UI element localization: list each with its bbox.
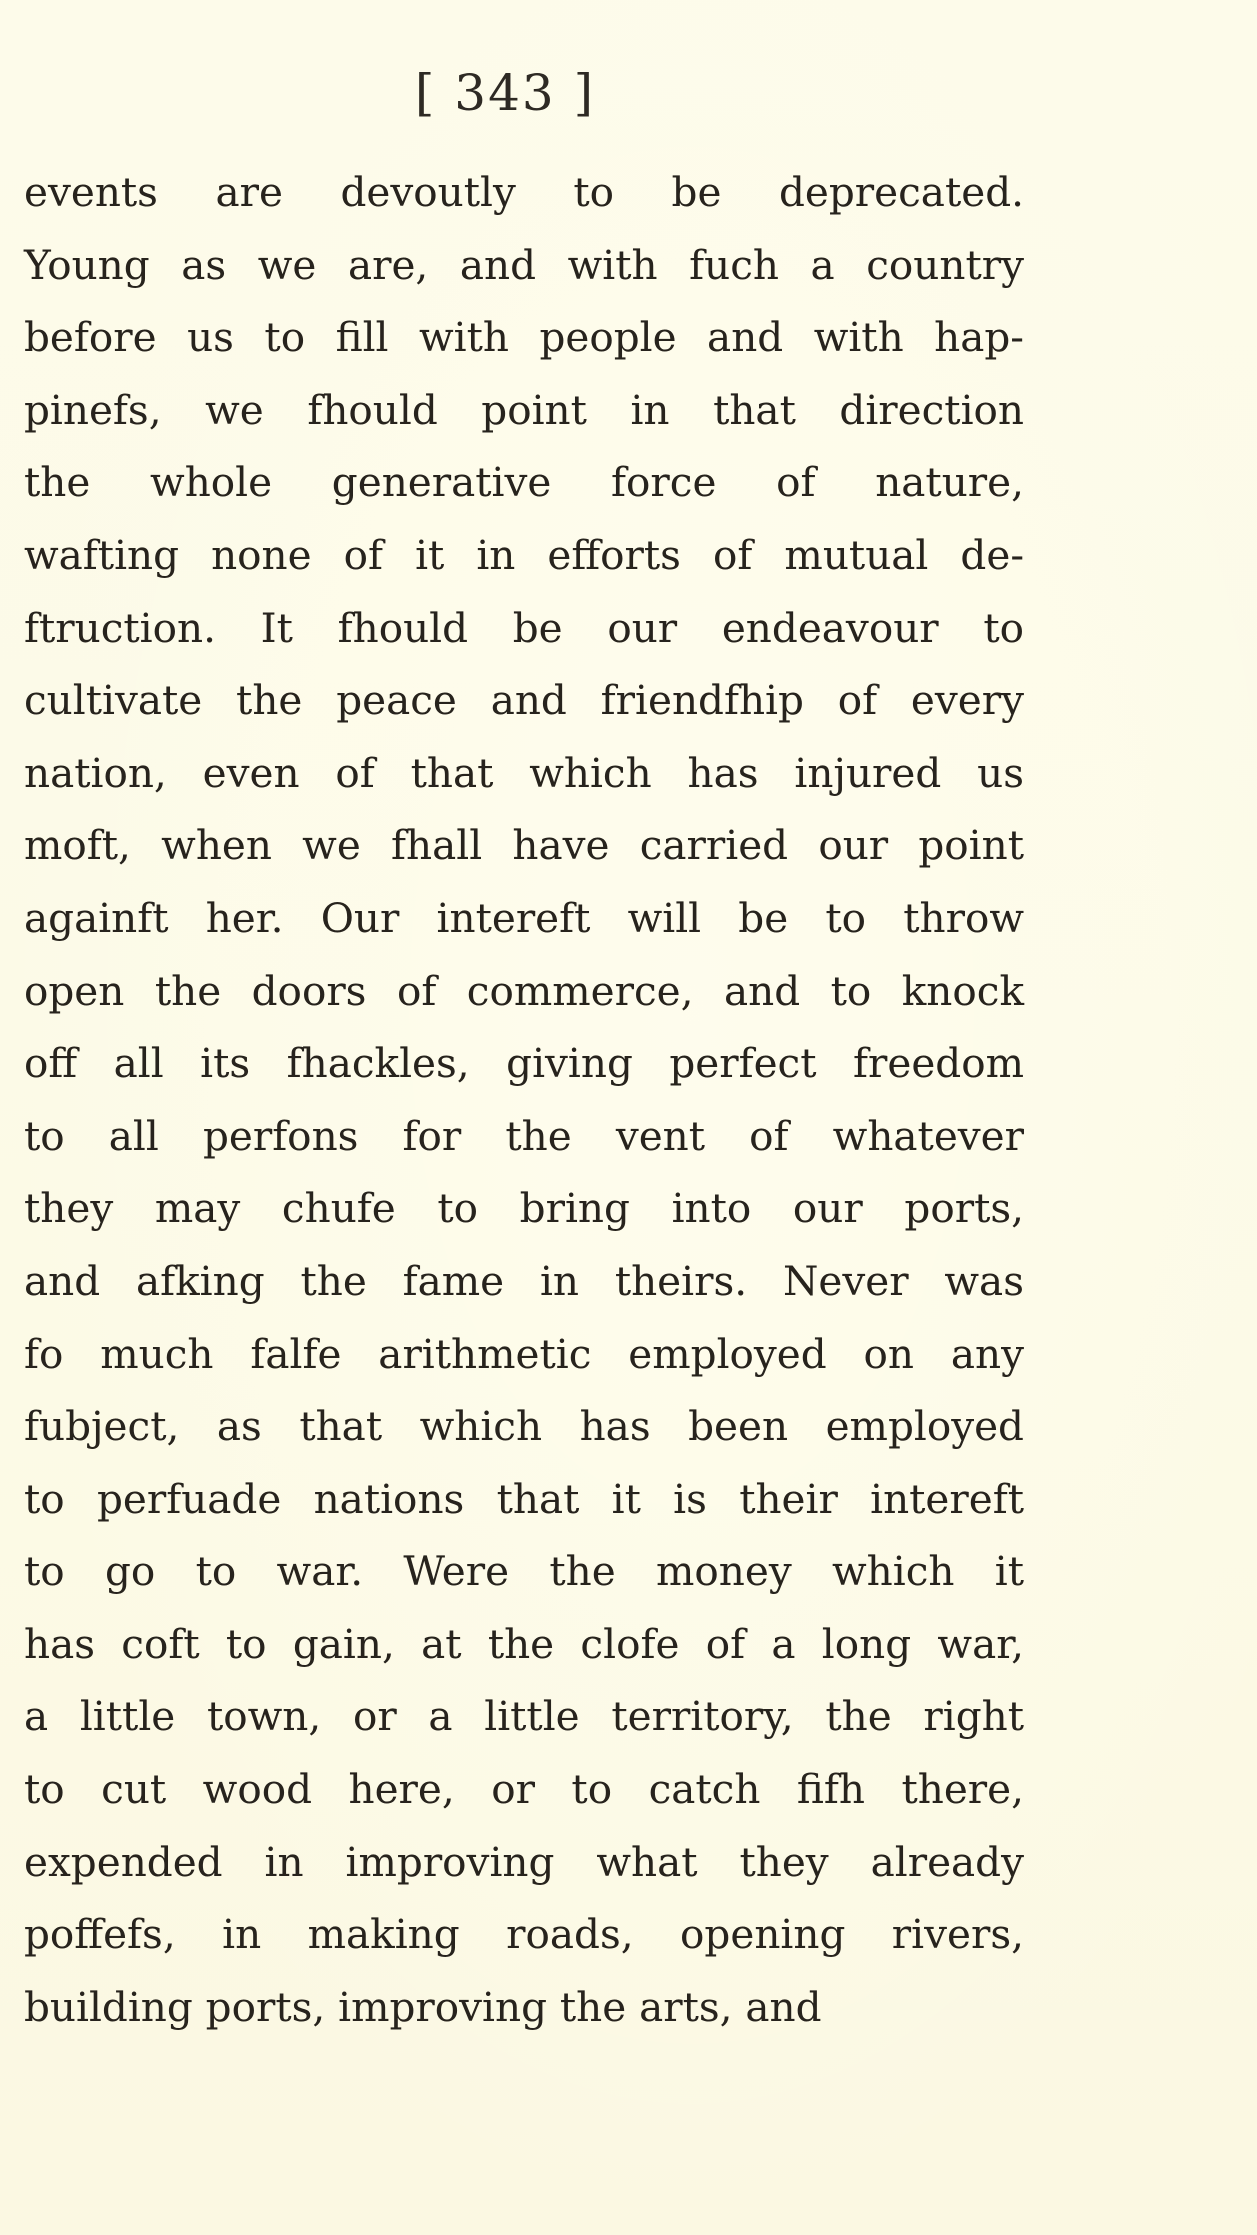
text-line: before us to fill with people and with hap- — [24, 313, 1024, 362]
text-line: ftruction. It fhould be our endeavour to — [24, 603, 1024, 652]
text-line: building ports, improving the arts, and — [24, 1982, 822, 2031]
text-line: wafting none of it in efforts of mutual de- — [24, 530, 1024, 579]
text-line: events are devoutly to be deprecated. — [24, 168, 1024, 216]
text-line: nation, even of that which has injured us — [24, 748, 1024, 797]
text-line: fubject, as that which has been employed — [24, 1402, 1024, 1451]
text-line: expended in improving what they already — [24, 1837, 1024, 1886]
text-line: to go to war. Were the money which it — [24, 1547, 1024, 1596]
text-line: poffefs, in making roads, opening rivers, — [24, 1910, 1024, 1959]
body-text — [24, 156, 1024, 2043]
text-line: pinefs, we fhould point in that direction — [24, 385, 1024, 434]
text-line: off all its fhackles, giving perfect freedom — [24, 1039, 1024, 1088]
text-line: to cut wood here, or to catch fifh there, — [24, 1765, 1024, 1814]
text-line: cultivate the peace and friendfhip of every — [24, 676, 1024, 725]
text-line: fo much falfe arithmetic employed on any — [24, 1329, 1024, 1378]
text-line: they may chufe to bring into our ports, — [24, 1184, 1024, 1233]
text-line: to perfuade nations that it is their intereft — [24, 1474, 1024, 1523]
text-line: the whole generative force of nature, — [24, 458, 1024, 507]
text-line: to all perfons for the vent of whatever — [24, 1111, 1024, 1160]
text-line: a little town, or a little territory, the right — [24, 1692, 1024, 1741]
text-line: moft, when we fhall have carried our point — [24, 821, 1024, 870]
text-line: open the doors of commerce, and to knock — [24, 966, 1024, 1015]
text-line: and afking the fame in theirs. Never was — [24, 1256, 1024, 1305]
text-line: has coft to gain, at the clofe of a long war, — [24, 1619, 1024, 1668]
page-number: [ 343 ] — [414, 64, 596, 122]
text-line: againft her. Our intereft will be to throw — [24, 893, 1024, 942]
text-line: Young as we are, and with fuch a country — [24, 240, 1024, 289]
